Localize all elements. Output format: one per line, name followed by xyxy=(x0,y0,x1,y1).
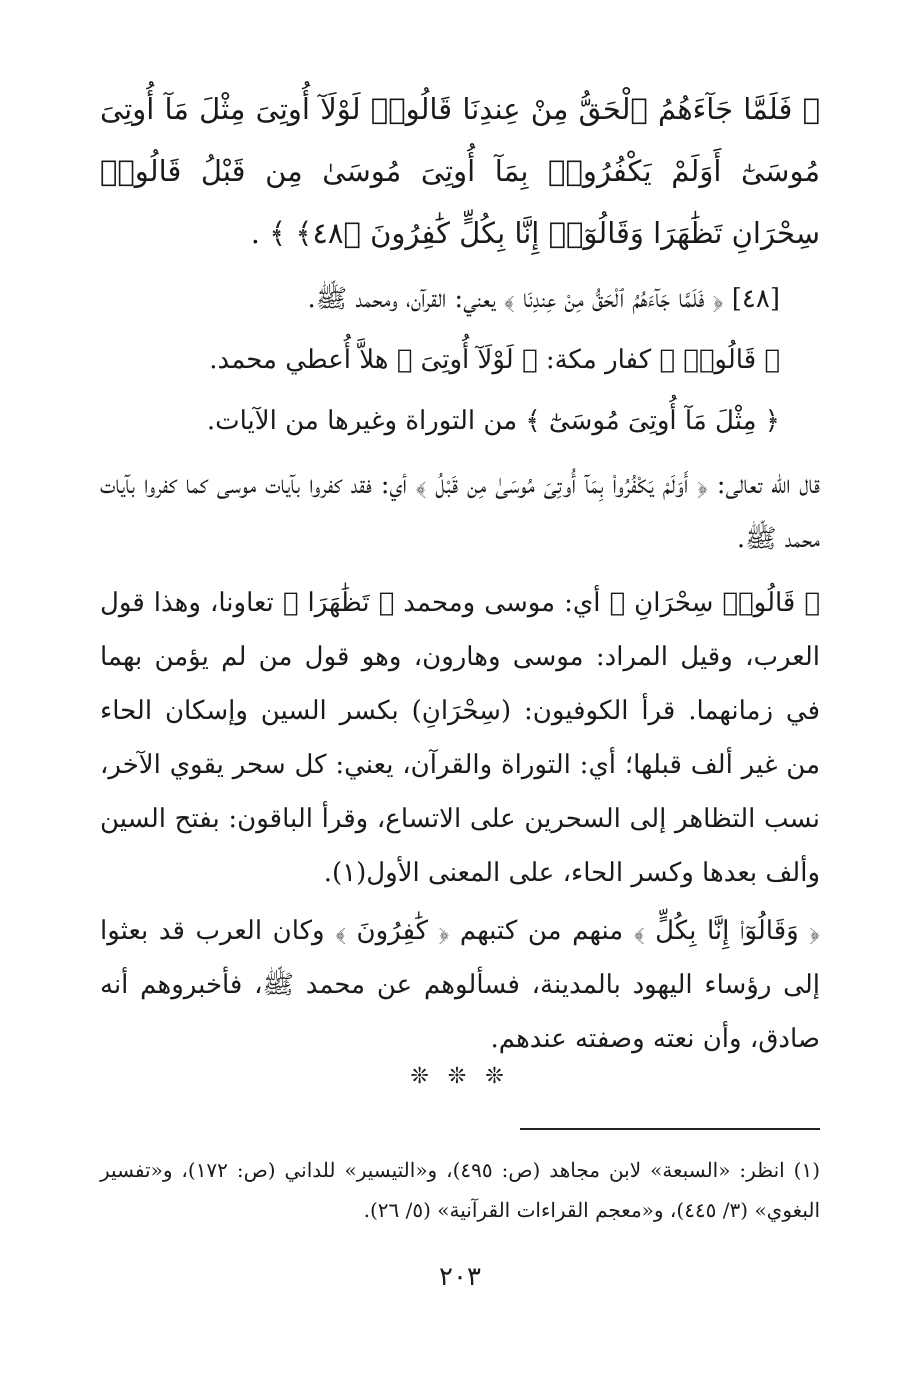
footnote-divider xyxy=(520,1128,820,1130)
commentary-paragraph-4: قال الله تعالى: ﴿ أَوَلَمْ يَكْفُرُوا۟ بِمَآ أُوتِىَ مُوسَىٰ مِن قَبْلُ ﴾ أي: فقد كفروا بآيات موسى كما كفروا بآيات محمد ﷺ. xyxy=(100,470,820,554)
commentary-paragraph-5: ﴿ قَالُوا۟ سِحْرَانِ ﴾ أي: موسى ومحمد ﴿ تَظَٰهَرَا ﴾ تعاونا، وهذا قول العرب، وقيل المراد: موسى وهارون، وهو قول من لم يؤمن بهما في زمانهما. قرأ الكوفيون: (سِحْرَانِ) بكسر السين وإسكان الحاء من غير ألف قبلها؛ أي: التوراة والقرآن، يعني: كل سحر يقوي الآخر، نسب التظاهر إلى السحرين على الاتساع، وقرأ الباقون: بفتح السين وألف بعدها وكسر الحاء، على المعنى الأول(١). xyxy=(100,588,820,888)
commentary-paragraph-1: [٤٨] ﴿ فَلَمَّا جَآءَهُمُ ٱلْحَقُّ مِنْ عِندِنَا ﴾ يعني: القرآن، ومحمد ﷺ. xyxy=(307,284,780,314)
page-number: ٢٠٣ xyxy=(439,1262,481,1292)
footnote: (١) انظر: «السبعة» لابن مجاهد (ص: ٤٩٥)، و«التيسير» للداني (ص: ١٧٢)، و«تفسير البغوي» (٣/ ٤٤٥)، و«معجم القراءات القرآنية» (٥/ ٢٦). xyxy=(100,1158,820,1222)
section-separator: ❊ ❊ ❊ xyxy=(410,1064,510,1089)
commentary-paragraph-2: ﴿ قَالُوا۟ ﴾ كفار مكة: ﴿ لَوْلَآ أُوتِىَ ﴾ هلاَّ أُعطي محمد. xyxy=(209,345,780,375)
quran-verse: ﴿ فَلَمَّا جَآءَهُمُ ٱلْحَقُّ مِنْ عِندِنَا قَالُوا۟ لَوْلَآ أُوتِىَ مِثْلَ مَآ أُوتِىَ مُوسَىٰٓ أَوَلَمْ يَكْفُرُوا۟ بِمَآ أُوتِىَ مُوسَىٰ مِن قَبْلُ قَالُوا۟ سِحْرَانِ تَظَٰهَرَا وَقَالُوٓا۟ إِنَّا بِكُلٍّ كَٰفِرُونَ ﴿٤٨﴾ ﴾ . xyxy=(100,92,820,250)
commentary-paragraph-6: ﴿ وَقَالُوٓا۟ إِنَّا بِكُلٍّ ﴾ منهم من كتبهم ﴿ كَٰفِرُونَ ﴾ وكان العرب قد بعثوا إلى رؤساء اليهود بالمدينة، فسألوهم عن محمد ﷺ، فأخبروهم أنه صادق، وأن نعته وصفته عندهم. xyxy=(100,916,820,1054)
commentary-paragraph-3: ﴿ مِثْلَ مَآ أُوتِىَ مُوسَىٰٓ ﴾ من التوراة وغيرها من الآيات. xyxy=(206,406,780,436)
